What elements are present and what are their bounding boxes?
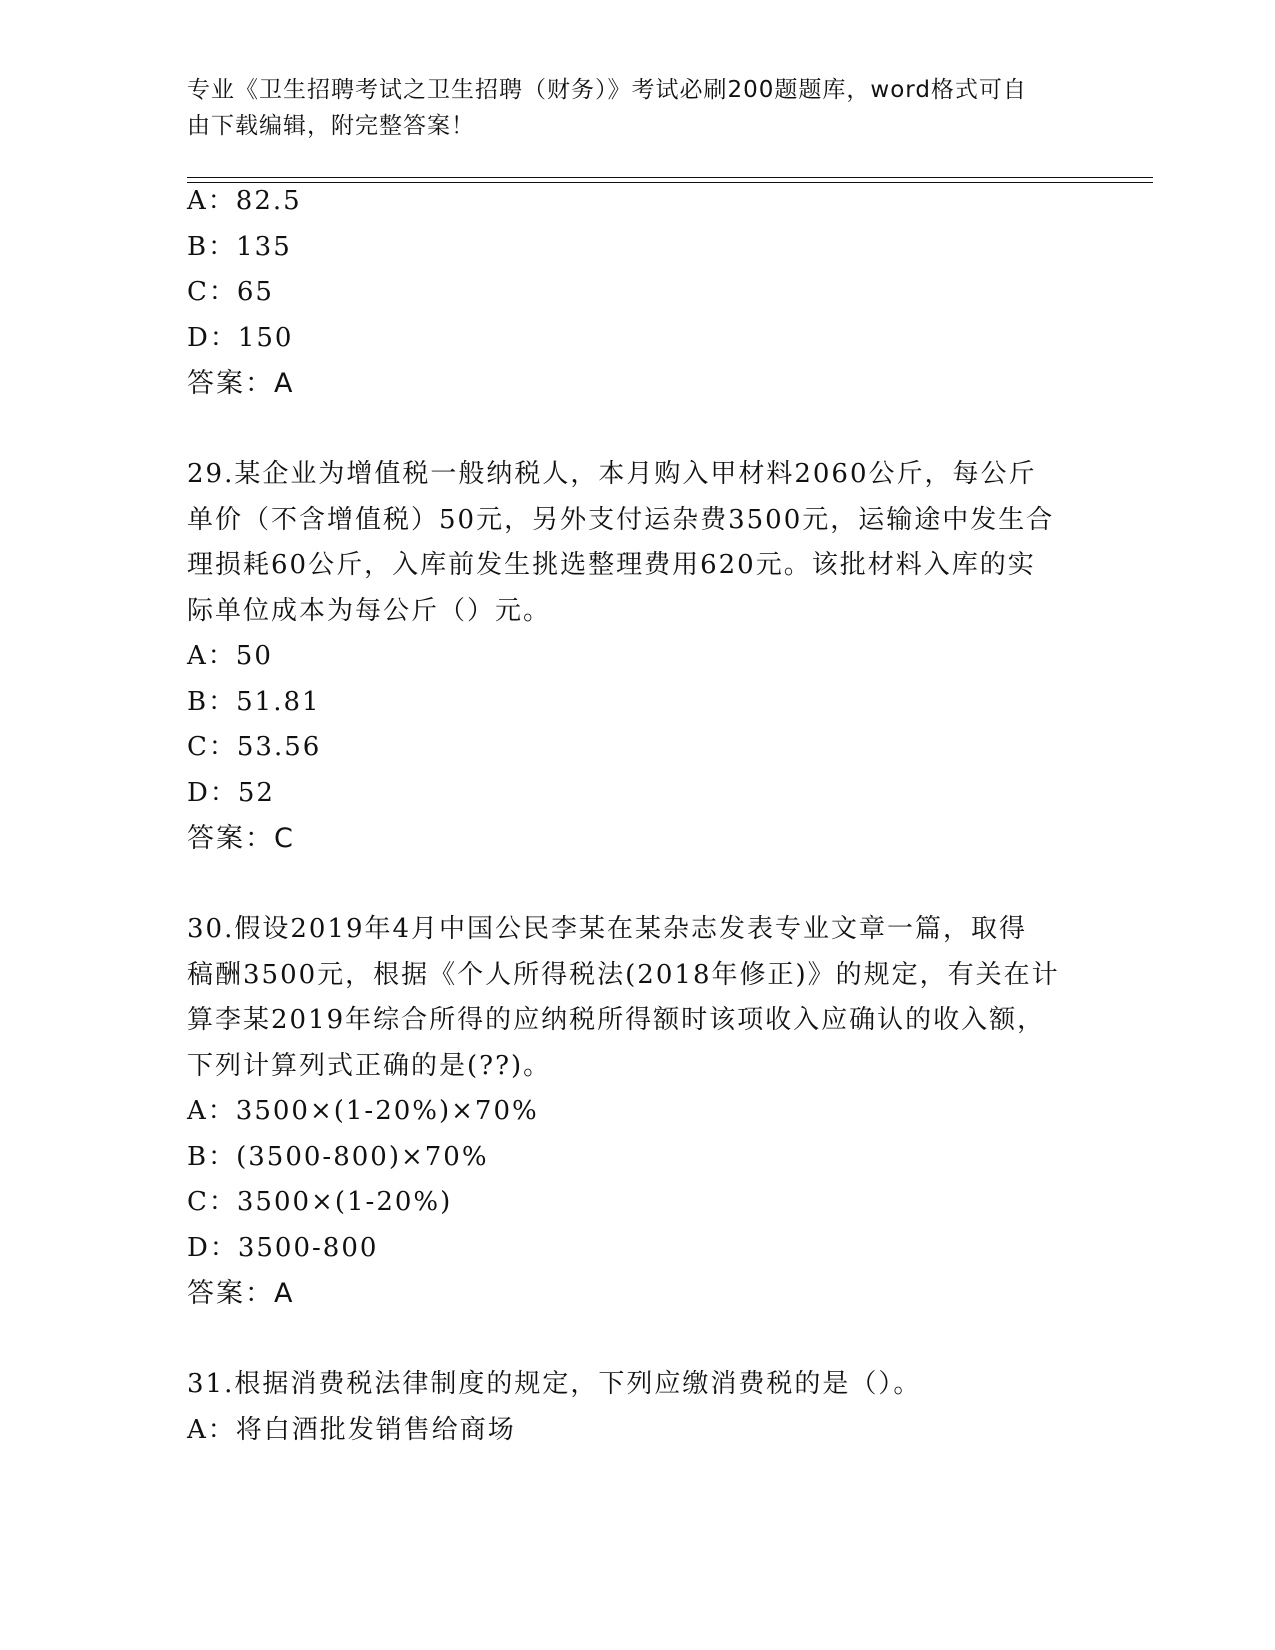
option-a: A：82.5 <box>187 186 302 216</box>
option-d: D：52 <box>187 777 275 808</box>
answer-line: 答案：A <box>187 1278 295 1309</box>
option-a: A：50 <box>187 641 273 671</box>
question-text-line: 算李某2019年综合所得的应纳税所得额时该项收入应确认的收入额， <box>187 1005 1046 1035</box>
option-b: B：(3500-800)×70% <box>187 1141 489 1172</box>
header-line-1: 专业《卫生招聘考试之卫生招聘（财务）》考试必刷200题题库，word格式可自 <box>187 77 1027 103</box>
question-body <box>187 179 1087 1453</box>
option-d: D：150 <box>187 322 294 353</box>
question-block <box>187 1362 1087 1453</box>
block-spacer <box>187 407 1087 453</box>
block-spacer <box>187 1317 1087 1363</box>
question-text-line: 稿酬3500元，根据《个人所得税法(2018年修正)》的规定，有关在计 <box>187 959 1060 990</box>
question-text-line: 理损耗60公斤，入库前发生挑选整理费用620元。该批材料入库的实 <box>187 550 1036 580</box>
option-b: B：51.81 <box>187 686 321 717</box>
question-block <box>187 452 1087 862</box>
document-header <box>187 72 1067 144</box>
question-text-line: 际单位成本为每公斤（）元。 <box>187 595 552 626</box>
option-c: C：53.56 <box>187 732 322 762</box>
option-a: A：将白酒批发销售给商场 <box>187 1414 516 1445</box>
block-spacer <box>187 862 1087 908</box>
question-text-line: 30.假设2019年4月中国公民李某在某杂志发表专业文章一篇，取得 <box>187 914 1028 944</box>
option-a: A：3500×(1-20%)×70% <box>187 1096 539 1126</box>
answer-line: 答案：C <box>187 823 295 854</box>
question-text-line: 29.某企业为增值税一般纳税人，本月购入甲材料2060公斤，每公斤 <box>187 459 1037 489</box>
question-text-line: 单价（不含增值税）50元，另外支付运杂费3500元，运输途中发生合 <box>187 504 1055 535</box>
question-text-line: 31.根据消费税法律制度的规定，下列应缴消费税的是（）。 <box>187 1369 922 1399</box>
question-block <box>187 179 1087 407</box>
header-line-2: 由下载编辑，附完整答案！ <box>187 113 475 139</box>
question-text-line: 下列计算列式正确的是(??)。 <box>187 1050 552 1081</box>
option-c: C：65 <box>187 277 274 307</box>
question-block <box>187 907 1087 1317</box>
option-b: B：135 <box>187 231 292 262</box>
header-divider <box>187 177 1153 178</box>
option-c: C：3500×(1-20%) <box>187 1187 453 1217</box>
option-d: D：3500-800 <box>187 1232 379 1263</box>
answer-line: 答案：A <box>187 368 295 399</box>
